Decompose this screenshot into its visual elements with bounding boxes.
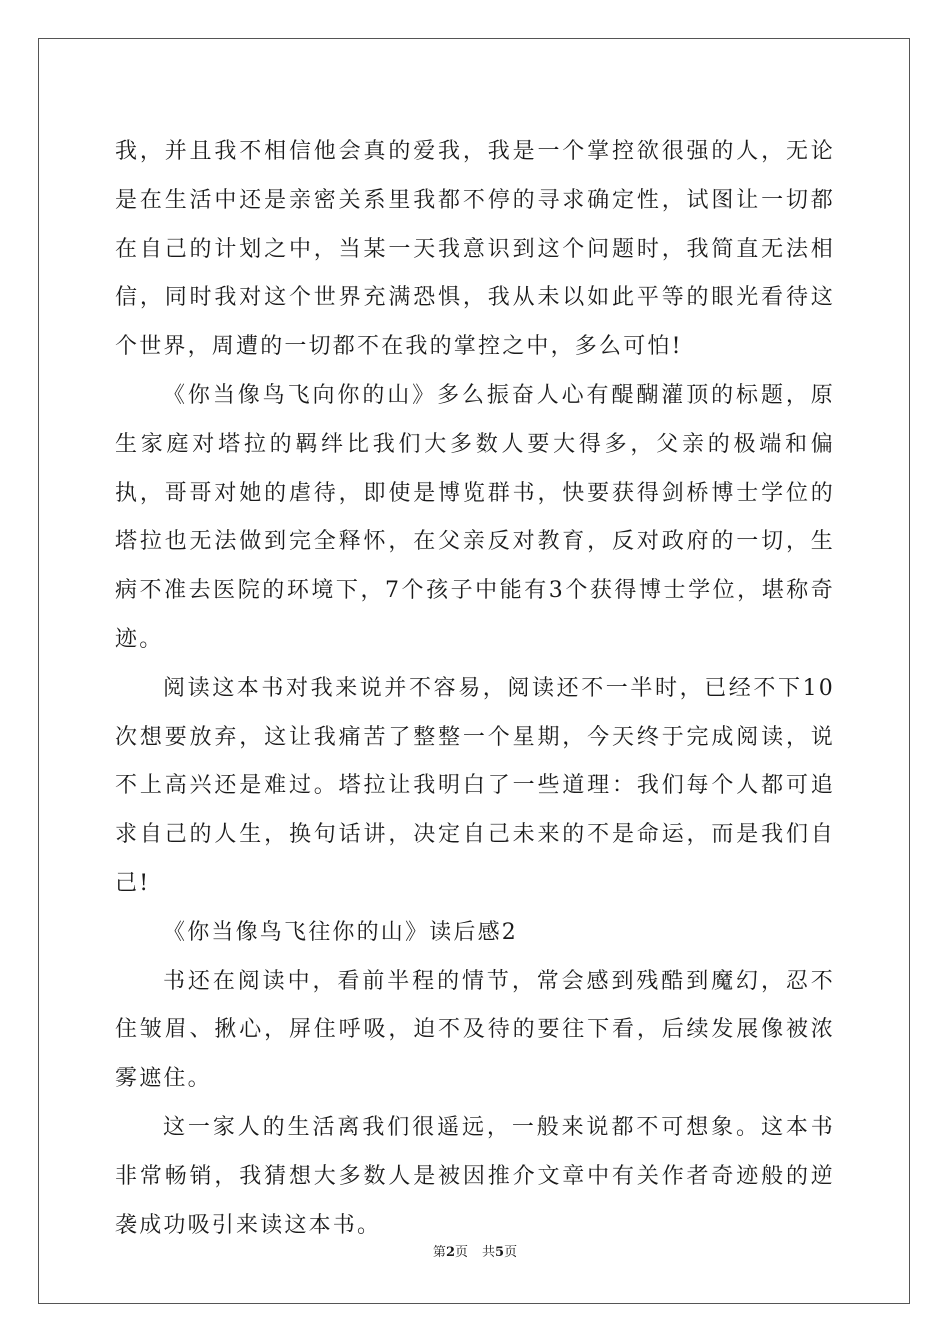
paragraph-5: 这一家人的生活离我们很遥远，一般来说都不可想象。这本书非常畅销，我猜想大多数人是被因推介文章中有关作者奇迹般的逆袭成功吸引来读这本书。 [115, 1114, 835, 1238]
current-page-number: 2 [445, 1245, 455, 1260]
paragraph-4: 书还在阅读中，看前半程的情节，常会感到残酷到魔幻，忍不住皱眉、揪心，屏住呼吸，迫不及待的要往下看，后续发展像被浓雾遮住。 [115, 968, 835, 1092]
paragraph-3: 阅读这本书对我来说并不容易，阅读还不一半时，已经不下10次想要放弃，这让我痛苦了整整一个星期，今天终于完成阅读，说不上高兴还是难过。塔拉让我明白了一些道理：我们每个人都可追求自己的人生，换句话讲，决定自己未来的不是命运，而是我们自己! [115, 675, 835, 896]
section-heading: 《你当像鸟飞往你的山》读后感2 [163, 919, 518, 945]
paragraph-1: 我，并且我不相信他会真的爱我，我是一个掌控欲很强的人，无论是在生活中还是亲密关系里我都不停的寻求确定性，试图让一切都在自己的计划之中，当某一天我意识到这个问题时，我简直无法相信，同时我对这个世界充满恐惧，我从未以如此平等的眼光看待这个世界，周遭的一切都不在我的掌控之中，多么可怕! [115, 139, 835, 360]
total-pages-label: 共5页 [482, 1245, 518, 1260]
page-number-label: 第2页 [432, 1245, 468, 1260]
paragraph-2: 《你当像鸟飞向你的山》多么振奋人心有醍醐灌顶的标题，原生家庭对塔拉的羁绊比我们大多数人要大得多，父亲的极端和偏执，哥哥对她的虐待，即使是博览群书，快要获得剑桥博士学位的塔拉也无法做到完全释怀，在父亲反对教育，反对政府的一切，生病不准去医院的环境下，7个孩子中能有3个获得博士学位，堪称奇迹。 [115, 382, 835, 652]
total-page-count: 5 [495, 1245, 505, 1260]
page-footer [0, 1244, 950, 1262]
document-body [115, 128, 835, 1250]
